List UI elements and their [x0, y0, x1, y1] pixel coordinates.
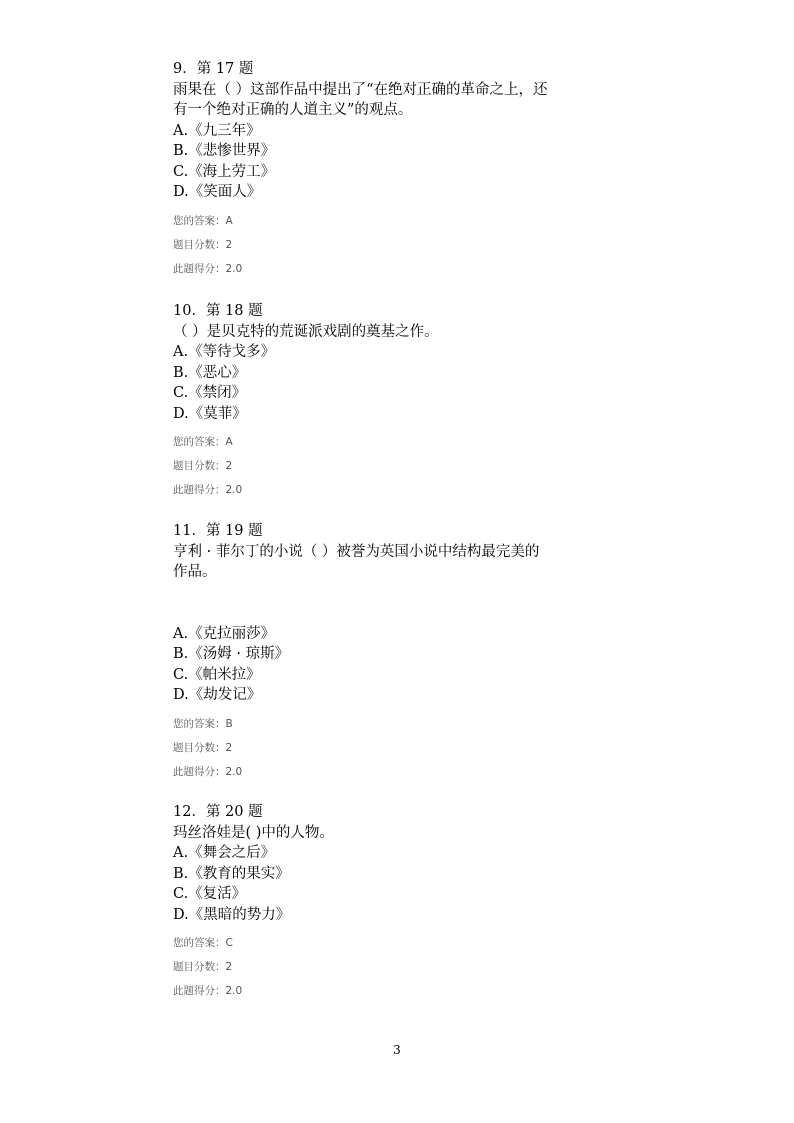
- question-11: [173, 521, 573, 784]
- option-a: A.《等待戈多》: [173, 344, 276, 360]
- your-answer-label: 您的答案：: [173, 436, 226, 448]
- question-score: [173, 955, 573, 979]
- question-score: [173, 736, 573, 760]
- your-answer-value: B: [225, 717, 233, 730]
- question-score: [173, 454, 573, 478]
- option-d: D.《笑面人》: [173, 184, 262, 200]
- question-heading: 10．第 18 题: [173, 303, 263, 319]
- your-answer: [173, 430, 573, 454]
- question-score-value: 2: [225, 460, 233, 472]
- question-score-value: 2: [225, 238, 233, 251]
- your-answer-label: 您的答案：: [173, 717, 226, 730]
- question-score: [173, 233, 573, 257]
- question-meta: [173, 931, 573, 1003]
- earned-score-label: 此题得分：: [173, 262, 226, 275]
- option-d: D.《黑暗的势力》: [173, 906, 291, 923]
- earned-score-label: 此题得分：: [173, 985, 226, 997]
- question-score-label: 题目分数：: [173, 460, 226, 472]
- earned-score: [173, 760, 573, 784]
- your-answer-value: A: [225, 214, 233, 227]
- option-d: D.《劫发记》: [173, 687, 262, 703]
- option-b: B.《悲惨世界》: [173, 143, 276, 159]
- option-c: C.《复活》: [173, 886, 247, 902]
- question-score-label: 题目分数：: [173, 741, 226, 754]
- option-b: B.《汤姆 · 琼斯》: [173, 646, 290, 662]
- question-score-value: 2: [225, 741, 233, 754]
- question-meta: [173, 430, 573, 502]
- earned-score-value: 2.0: [225, 765, 243, 778]
- question-meta: [173, 712, 573, 784]
- option-b: B.《恶心》: [173, 364, 247, 381]
- option-a: A.《克拉丽莎》: [173, 625, 276, 642]
- question-score-label: 题目分数：: [173, 238, 226, 251]
- question-heading: 12．第 20 题: [173, 804, 263, 820]
- earned-score: [173, 478, 573, 502]
- option-c: C.《帕米拉》: [173, 666, 261, 683]
- your-answer: [173, 931, 573, 955]
- your-answer: [173, 712, 573, 736]
- earned-score: [173, 257, 573, 281]
- your-answer-value: C: [225, 937, 233, 949]
- question-12: [173, 802, 573, 1003]
- option-a: A.《舞会之后》: [173, 845, 276, 861]
- option-b: B.《教育的果实》: [173, 865, 290, 882]
- question-score-label: 题目分数：: [173, 961, 226, 973]
- option-d: D.《莫菲》: [173, 405, 247, 422]
- your-answer: [173, 209, 573, 233]
- earned-score-label: 此题得分：: [173, 765, 226, 778]
- question-10: [173, 301, 573, 502]
- page-number: 3: [393, 1043, 401, 1057]
- question-text: 雨果在（ ）这部作品中提出了“在绝对正确的革命之上，还有一个绝对正确的人道主义”的观点。: [173, 81, 548, 118]
- earned-score-value: 2.0: [225, 262, 243, 275]
- earned-score: [173, 979, 573, 1003]
- option-c: C.《海上劳工》: [173, 163, 276, 180]
- question-text: 玛丝洛娃是( )中的人物。: [173, 824, 334, 841]
- question-9: [173, 59, 573, 281]
- question-heading: 11．第 19 题: [173, 523, 263, 539]
- question-meta: [173, 209, 573, 281]
- your-answer-label: 您的答案：: [173, 214, 226, 227]
- option-c: C.《禁闭》: [173, 385, 247, 401]
- earned-score-label: 此题得分：: [173, 484, 226, 496]
- earned-score-value: 2.0: [225, 985, 243, 997]
- question-text: （ ）是贝克特的荒诞派戏剧的奠基之作。: [173, 323, 439, 340]
- your-answer-value: A: [225, 436, 233, 448]
- earned-score-value: 2.0: [225, 484, 243, 496]
- option-a: A.《九三年》: [173, 122, 261, 139]
- your-answer-label: 您的答案：: [173, 937, 226, 949]
- question-score-value: 2: [225, 961, 233, 973]
- question-text: 亨利 · 菲尔丁的小说（ ）被誉为英国小说中结构最完美的作品。: [173, 543, 540, 580]
- question-heading: 9．第 17 题: [173, 61, 254, 77]
